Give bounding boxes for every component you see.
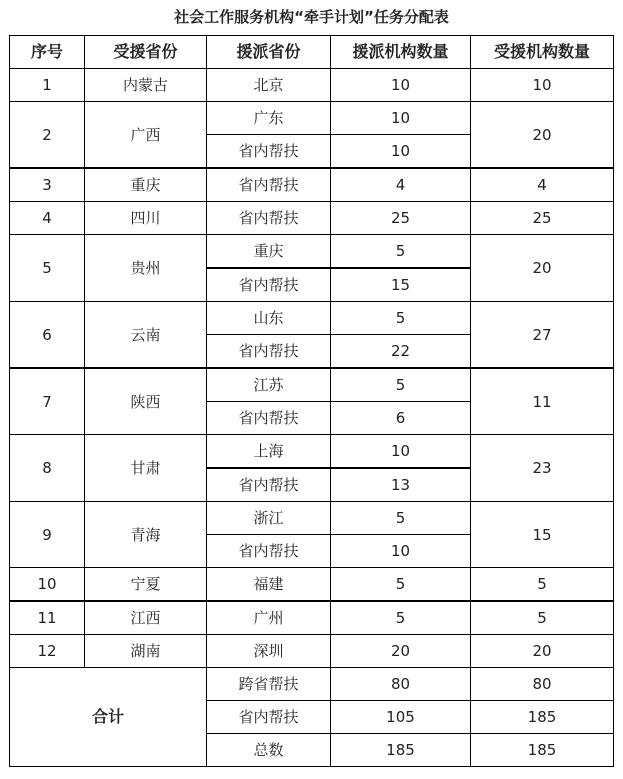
row-no: 1 xyxy=(10,69,85,102)
row-sender: 深圳 xyxy=(207,635,331,668)
row-no: 9 xyxy=(10,502,85,568)
row-no: 8 xyxy=(10,435,85,502)
row-sending-count: 10 xyxy=(331,535,471,568)
row-recipient-count: 4 xyxy=(471,168,614,202)
row-sending-count: 5 xyxy=(331,302,471,335)
summary-sending-count: 105 xyxy=(331,701,471,734)
row-no: 5 xyxy=(10,235,85,302)
row-sender: 省内帮扶 xyxy=(207,402,331,435)
header-row xyxy=(10,36,614,69)
table-row xyxy=(10,368,614,402)
row-sending-count: 5 xyxy=(331,368,471,402)
table-row xyxy=(10,435,614,469)
header-sending-province: 援派省份 xyxy=(207,36,331,69)
row-recipient-count: 15 xyxy=(471,502,614,568)
row-sender: 省内帮扶 xyxy=(207,468,331,502)
row-sending-count: 25 xyxy=(331,202,471,235)
row-sender: 江苏 xyxy=(207,368,331,402)
row-recipient-count: 25 xyxy=(471,202,614,235)
row-no: 2 xyxy=(10,102,85,169)
row-recipient-count: 11 xyxy=(471,368,614,435)
summary-row xyxy=(10,668,614,701)
row-province: 云南 xyxy=(85,302,207,369)
row-sender: 福建 xyxy=(207,568,331,602)
row-recipient-count: 5 xyxy=(471,601,614,635)
row-province: 广西 xyxy=(85,102,207,169)
row-recipient-count: 23 xyxy=(471,435,614,502)
row-sending-count: 5 xyxy=(331,235,471,269)
summary-recipient-count: 185 xyxy=(471,701,614,734)
table-row xyxy=(10,102,614,135)
summary-sending-count: 185 xyxy=(331,734,471,767)
summary-sender: 总数 xyxy=(207,734,331,767)
row-sending-count: 6 xyxy=(331,402,471,435)
row-sending-count: 22 xyxy=(331,335,471,369)
row-sender: 省内帮扶 xyxy=(207,168,331,202)
row-no: 12 xyxy=(10,635,85,668)
header-recipient-province: 受援省份 xyxy=(85,36,207,69)
row-sending-count: 10 xyxy=(331,69,471,102)
row-recipient-count: 20 xyxy=(471,235,614,302)
summary-sender: 跨省帮扶 xyxy=(207,668,331,701)
table-row xyxy=(10,202,614,235)
summary-recipient-count: 185 xyxy=(471,734,614,767)
row-sender: 广州 xyxy=(207,601,331,635)
row-province: 湖南 xyxy=(85,635,207,668)
header-sending-count: 援派机构数量 xyxy=(331,36,471,69)
table-row xyxy=(10,235,614,269)
row-sending-count: 4 xyxy=(331,168,471,202)
row-no: 4 xyxy=(10,202,85,235)
row-no: 6 xyxy=(10,302,85,369)
header-recipient-count: 受援机构数量 xyxy=(471,36,614,69)
row-recipient-count: 10 xyxy=(471,69,614,102)
row-sending-count: 13 xyxy=(331,468,471,502)
row-sender: 省内帮扶 xyxy=(207,202,331,235)
table-row xyxy=(10,302,614,335)
row-recipient-count: 27 xyxy=(471,302,614,369)
row-recipient-count: 20 xyxy=(471,102,614,169)
row-sending-count: 5 xyxy=(331,568,471,602)
row-sender: 山东 xyxy=(207,302,331,335)
row-no: 11 xyxy=(10,601,85,635)
row-province: 重庆 xyxy=(85,168,207,202)
table-row xyxy=(10,69,614,102)
summary-sending-count: 80 xyxy=(331,668,471,701)
row-province: 贵州 xyxy=(85,235,207,302)
row-recipient-count: 20 xyxy=(471,635,614,668)
table-body xyxy=(10,69,614,767)
row-sender: 广东 xyxy=(207,102,331,135)
row-province: 甘肃 xyxy=(85,435,207,502)
row-province: 陕西 xyxy=(85,368,207,435)
table-row xyxy=(10,568,614,602)
row-sending-count: 20 xyxy=(331,635,471,668)
row-no: 7 xyxy=(10,368,85,435)
row-sender: 北京 xyxy=(207,69,331,102)
row-sending-count: 15 xyxy=(331,268,471,302)
row-sender: 省内帮扶 xyxy=(207,535,331,568)
page-title: 社会工作服务机构“牵手计划”任务分配表 xyxy=(174,8,449,26)
row-sender: 浙江 xyxy=(207,502,331,535)
table-row xyxy=(10,601,614,635)
row-sender: 省内帮扶 xyxy=(207,335,331,369)
row-no: 3 xyxy=(10,168,85,202)
table-row xyxy=(10,502,614,535)
row-sending-count: 5 xyxy=(331,502,471,535)
row-sending-count: 5 xyxy=(331,601,471,635)
row-sending-count: 10 xyxy=(331,435,471,469)
row-sender: 省内帮扶 xyxy=(207,268,331,302)
row-sender: 省内帮扶 xyxy=(207,135,331,169)
row-recipient-count: 5 xyxy=(471,568,614,602)
row-sender: 重庆 xyxy=(207,235,331,269)
table-row xyxy=(10,635,614,668)
row-province: 内蒙古 xyxy=(85,69,207,102)
summary-label: 合计 xyxy=(10,668,207,767)
table-row xyxy=(10,168,614,202)
row-province: 江西 xyxy=(85,601,207,635)
row-province: 四川 xyxy=(85,202,207,235)
header-no: 序号 xyxy=(10,36,85,69)
row-sending-count: 10 xyxy=(331,102,471,135)
row-no: 10 xyxy=(10,568,85,602)
row-province: 宁夏 xyxy=(85,568,207,602)
row-sending-count: 10 xyxy=(331,135,471,169)
row-sender: 上海 xyxy=(207,435,331,469)
summary-recipient-count: 80 xyxy=(471,668,614,701)
row-province: 青海 xyxy=(85,502,207,568)
allocation-table xyxy=(9,35,614,767)
summary-sender: 省内帮扶 xyxy=(207,701,331,734)
